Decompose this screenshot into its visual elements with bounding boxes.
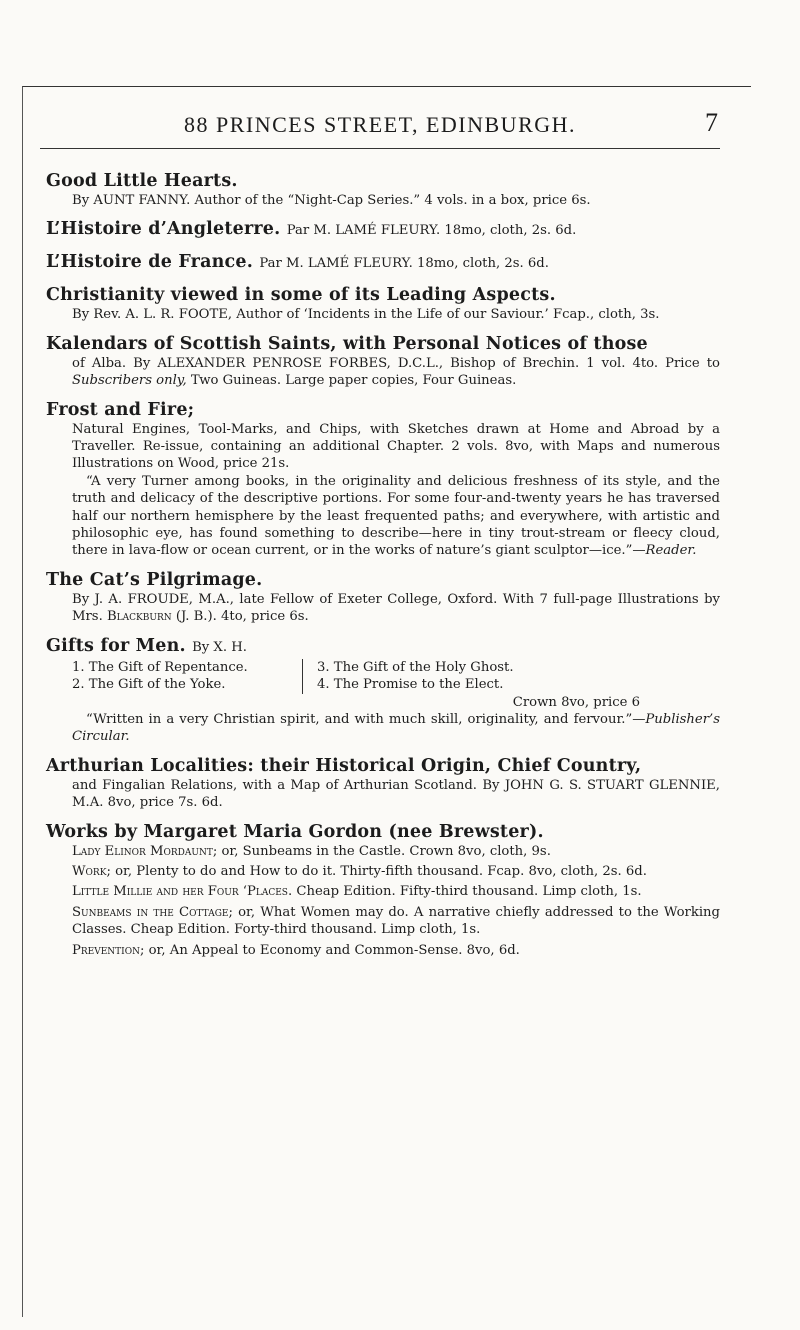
entry-title: Christianity viewed in some of its Leading Aspects. xyxy=(46,285,556,306)
entry-body: and Fingalian Relations, with a Map of Arthurian Scotland. By JOHN G. S. STUART GLENNIE, M.A. 8vo, price 7s. 6d. xyxy=(72,777,720,811)
entry-body: Natural Engines, Tool-Marks, and Chips, with Sketches drawn at Home and Abroad by a Traveller. Re-issue, containing an additional Chapter. 2 vols. 8vo, with Maps and numerous Illustrations on Wood, price 21s. “A very Turner among books, in the originality and delicious freshness of its style, and the truth and delicacy of the descriptive portions. For some four-and-twenty years he has traversed half our northern hemisphere by the least frequented paths; and everywhere, with artistic and philosophic eye, has found something to describe—here in tiny trout-stream or fleecy cloud, there in lava-flow or ocean current, or in the works of nature’s giant sculptor—ice.”—Reader. xyxy=(72,421,720,559)
page-number: 7 xyxy=(705,108,718,137)
entry-works-gordon xyxy=(46,821,720,959)
gift-list xyxy=(46,659,720,694)
list-item: Prevention; or, An Appeal to Economy and Common-Sense. 8vo, 6d. xyxy=(72,942,520,958)
entry-byline: Par M. LAMÉ FLEURY. 18mo, cloth, 2s. 6d. xyxy=(259,256,549,272)
entry-title: Frost and Fire; xyxy=(46,399,195,420)
list-item: Lady Elinor Mordaunt; or, Sunbeams in the Castle. Crown 8vo, cloth, 9s. xyxy=(72,843,551,859)
catalogue-list xyxy=(46,170,720,968)
entry-title: The Cat’s Pilgrimage. xyxy=(46,569,263,590)
review-quote: “A very Turner among books, in the originality and delicious freshness of its style, and the truth and delicacy of the descriptive portions. For some four-and-twenty years he has traversed half our northern hemisphere by the least frequented paths; and everywhere, with artistic and philosophic eye, has found something to describe—here in tiny trout-stream or fleecy cloud, there in lava-flow or ocean current, or in the works of nature’s giant sculptor—ice.”—Reader. xyxy=(72,473,720,559)
entry-histoire-angleterre xyxy=(46,218,720,242)
entry-title: L’Histoire de France. Par M. LAMÉ FLEURY. 18mo, cloth, 2s. 6d. xyxy=(46,252,549,273)
gift-list-right xyxy=(302,659,577,694)
review-quote: “Written in a very Christian spirit, and with much skill, originality, and fervour.”—Publisher’s Circular. xyxy=(72,711,720,745)
list-item: 2. The Gift of the Yoke. xyxy=(72,677,226,693)
list-item: 4. The Promise to the Elect. xyxy=(317,677,504,693)
gift-list-left xyxy=(72,659,302,694)
entry-title: Kalendars of Scottish Saints, with Personal Notices of those xyxy=(46,333,648,354)
entry-christianity xyxy=(46,284,720,323)
page-header xyxy=(40,108,720,149)
entry-good-little-hearts xyxy=(46,170,720,209)
list-item: 1. The Gift of Repentance. xyxy=(72,659,248,675)
entry-title: Works by Margaret Maria Gordon (nee Brewster). xyxy=(46,821,544,842)
works-list xyxy=(46,843,720,959)
entry-body: of Alba. By ALEXANDER PENROSE FORBES, D.C.L., Bishop of Brechin. 1 vol. 4to. Price to Subscribers only, Two Guineas. Large paper copies, Four Guineas. xyxy=(72,355,720,389)
list-item: Little Millie and her Four ‘Places. Cheap Edition. Fifty-third thousand. Limp cloth, 1s. xyxy=(72,884,642,900)
entry-kalendars xyxy=(46,333,720,390)
entry-title: Gifts for Men. By X. H. xyxy=(46,635,247,656)
entry-cats-pilgrimage xyxy=(46,569,720,626)
entry-body: By AUNT FANNY. Author of the “Night-Cap Series.” 4 vols. in a box, price 6s. xyxy=(72,193,591,208)
price-note: Crown 8vo, price 6 xyxy=(512,694,640,710)
entry-gifts-for-men xyxy=(46,635,720,746)
entry-byline: Par M. LAMÉ FLEURY. 18mo, cloth, 2s. 6d. xyxy=(286,223,577,239)
list-item: 3. The Gift of the Holy Ghost. xyxy=(317,659,514,675)
entry-body: By J. A. FROUDE, M.A., late Fellow of Exeter College, Oxford. With 7 full-page Illustrations by Mrs. Blackburn (J. B.). 4to, price 6s. xyxy=(72,591,720,625)
list-item: Sunbeams in the Cottage; or, What Women may do. A narrative chiefly addressed to the Working Classes. Cheap Edition. Forty-third thousand. Limp cloth, 1s. xyxy=(72,904,720,938)
entry-title: L’Histoire d’Angleterre. Par M. LAMÉ FLEURY. 18mo, cloth, 2s. 6d. xyxy=(46,219,577,240)
entry-arthurian-localities xyxy=(46,755,720,812)
entry-frost-and-fire xyxy=(46,399,720,560)
entry-histoire-france xyxy=(46,251,720,275)
entry-title: Good Little Hearts. xyxy=(46,171,238,191)
entry-body: By Rev. A. L. R. FOOTE, Author of ‘Incidents in the Life of our Saviour.’ Fcap., cloth, 3s. xyxy=(72,307,660,323)
entry-title: Arthurian Localities: their Historical Origin, Chief Country, xyxy=(46,755,642,776)
header-address: 88 PRINCES STREET, EDINBURGH. xyxy=(183,112,577,137)
entry-byline: By X. H. xyxy=(192,639,247,655)
list-item: Work; or, Plenty to do and How to do it. Thirty-fifth thousand. Fcap. 8vo, cloth, 2s. 6d. xyxy=(72,863,647,879)
